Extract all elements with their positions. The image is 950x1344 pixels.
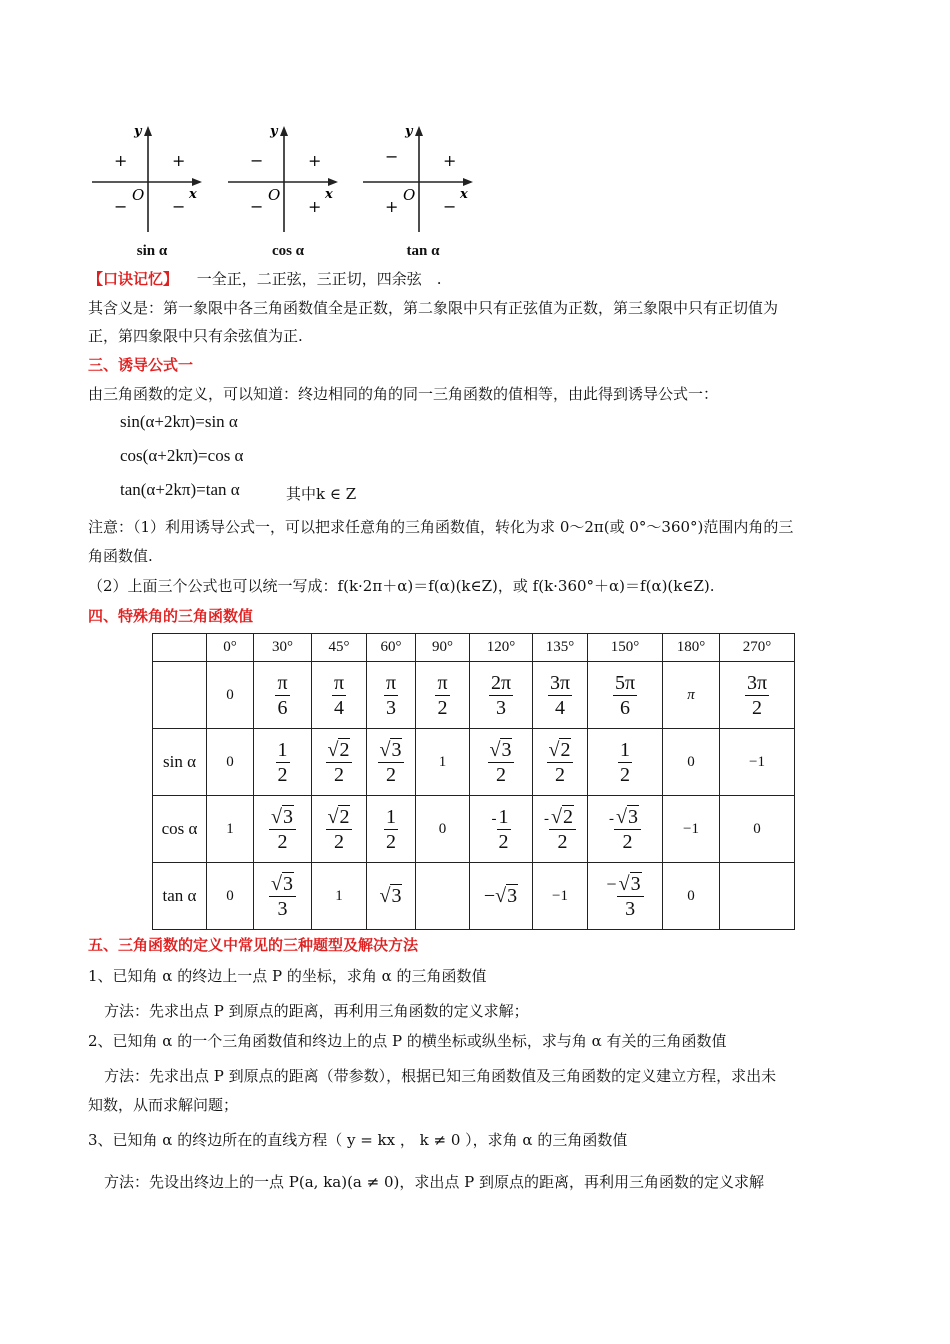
rad-cell: $\frac{\pi}{3}$ bbox=[367, 662, 416, 729]
diagram-label-cos: cos α bbox=[271, 243, 305, 259]
deg-cell: 135° bbox=[533, 634, 588, 662]
deg-cell: 150° bbox=[588, 634, 663, 662]
svg-text:y: y bbox=[405, 124, 413, 139]
rad-cell: 0 bbox=[207, 662, 254, 729]
method-3: 方法：先设出终边上的一点 P(a, ka)(a ≠ 0)，求出点 P 到原点的距离，再利用三角函数的定义求解 bbox=[104, 1173, 765, 1191]
svg-text:−: − bbox=[385, 147, 399, 166]
deg-cell: 90° bbox=[416, 634, 470, 662]
section3-intro: 由三角函数的定义，可以知道：终边相同的角的同一三角函数的值相等，由此得到诱导公式一： bbox=[88, 385, 719, 403]
svg-text:y: y bbox=[270, 124, 278, 139]
svg-text:−: − bbox=[443, 197, 457, 216]
table-row-tan: tan α 0 $\frac{√3}{3}$ 1 √3 −√3 −1 − $\frac{√3}{3}$ 0 bbox=[153, 863, 795, 930]
deg-cell: 0° bbox=[207, 634, 254, 662]
svg-text:O: O bbox=[132, 186, 145, 204]
deg-cell: 180° bbox=[663, 634, 720, 662]
table-row-cos: cos α 1 $\frac{√3}{2}$ $\frac{√2}{2}$ $\frac{1}{2}$ 0 - $\frac{1}{2}$ - $\frac{√2}{2}$ - $\frac{√3}{2}$ −1 0 bbox=[153, 796, 795, 863]
row-label-cos: cos α bbox=[153, 796, 207, 863]
mnemonic-tag: 【口诀记忆】 bbox=[88, 270, 179, 288]
table-row-degrees bbox=[153, 634, 795, 662]
svg-text:O: O bbox=[403, 186, 416, 204]
empty-cell bbox=[153, 662, 207, 729]
deg-cell: 30° bbox=[254, 634, 312, 662]
sign-diagram-cos-svg bbox=[228, 120, 348, 240]
method-2-line-1: 方法：先求出点 P 到原点的距离（带参数），根据已知三角函数值及三角函数的定义建立方程，求出未 bbox=[104, 1067, 777, 1085]
diagram-label-tan: tan α bbox=[406, 243, 440, 259]
row-label-tan: tan α bbox=[153, 863, 207, 930]
svg-text:+: + bbox=[443, 151, 457, 170]
rad-cell: $\frac{2\pi}{3}$ bbox=[470, 662, 533, 729]
deg-cell: 45° bbox=[312, 634, 367, 662]
sign-diagram-sin-svg bbox=[92, 120, 212, 240]
section3-title: 三、诱导公式一 bbox=[88, 356, 194, 374]
formula-cos: cos(α+2kπ)=cos α bbox=[120, 446, 244, 465]
section5-title: 五、三角函数的定义中常见的三种题型及解决方法 bbox=[88, 936, 419, 954]
svg-text:x: x bbox=[460, 187, 468, 202]
sign-diagram-tan bbox=[363, 120, 483, 260]
svg-text:x: x bbox=[189, 187, 197, 202]
special-angle-table bbox=[152, 633, 795, 930]
note2-line: （2）上面三个公式也可以统一写成：f(k·2π＋α)＝f(α)(k∈Z)，或 f(k·360°＋α)＝f(α)(k∈Z). bbox=[88, 577, 715, 595]
svg-text:+: + bbox=[385, 197, 399, 216]
sign-diagram-tan-svg bbox=[363, 120, 483, 240]
method-2-line-2: 知数，从而求解问题； bbox=[88, 1096, 239, 1114]
svg-text:x: x bbox=[325, 187, 333, 202]
svg-text:−: − bbox=[250, 151, 264, 170]
sign-diagram-sin bbox=[92, 120, 212, 260]
svg-text:O: O bbox=[268, 186, 281, 204]
sign-q3: − bbox=[114, 197, 128, 216]
svg-text:+: + bbox=[308, 197, 322, 216]
sign-diagram-cos bbox=[228, 120, 348, 260]
section4-title: 四、特殊角的三角函数值 bbox=[88, 607, 254, 625]
formula-sin: sin(α+2kπ)=sin α bbox=[120, 412, 238, 431]
table-row-sin: sin α 0 $\frac{1}{2}$ $\frac{√2}{2}$ $\frac{√3}{2}$ 1 $\frac{√3}{2}$ $\frac{√2}{2}$ $\frac{1}{2}$ 0 −1 bbox=[153, 729, 795, 796]
formula-where: 其中k ∈ Z bbox=[286, 485, 357, 503]
question-2: 2、已知角 α 的一个三角函数值和终边上的点 P 的横坐标或纵坐标，求与角 α 有关的三角函数值 bbox=[88, 1032, 727, 1050]
corner-cell bbox=[153, 634, 207, 662]
formula-tan: tan(α+2kπ)=tan α bbox=[120, 480, 240, 499]
meaning-line-2: 正，第四象限中只有余弦值为正. bbox=[88, 327, 303, 345]
rad-cell: $\frac{\pi}{6}$ bbox=[254, 662, 312, 729]
question-3: 3、已知角 α 的终边所在的直线方程（ y = kx ， k ≠ 0 ），求角 α 的三角函数值 bbox=[88, 1131, 628, 1149]
rad-cell: $\frac{3\pi}{2}$ bbox=[720, 662, 795, 729]
mnemonic-line bbox=[88, 268, 442, 289]
sign-q2: + bbox=[114, 151, 128, 170]
svg-text:+: + bbox=[308, 151, 322, 170]
table-row-radians bbox=[153, 662, 795, 729]
note1-line-2: 角函数值. bbox=[88, 547, 153, 565]
meaning-line-1: 其含义是：第一象限中各三角函数值全是正数，第二象限中只有正弦值为正数，第三象限中只有正切值为 bbox=[88, 299, 779, 317]
note1-line-1: 注意：（1）利用诱导公式一，可以把求任意角的三角函数值，转化为求 0～2π(或 0°～360°)范围内角的三 bbox=[88, 518, 794, 536]
method-1: 方法：先求出点 P 到原点的距离，再利用三角函数的定义求解； bbox=[104, 1002, 529, 1020]
deg-cell: 270° bbox=[720, 634, 795, 662]
sign-q4: − bbox=[172, 197, 186, 216]
rad-cell: $\frac{3\pi}{4}$ bbox=[533, 662, 588, 729]
mnemonic-text: 一全正，二正弦，三正切，四余弦 . bbox=[196, 270, 442, 288]
rad-cell: $\frac{5\pi}{6}$ bbox=[588, 662, 663, 729]
rad-cell: $\frac{\pi}{4}$ bbox=[312, 662, 367, 729]
sign-q1: + bbox=[172, 151, 186, 170]
svg-text:y: y bbox=[134, 124, 142, 139]
deg-cell: 120° bbox=[470, 634, 533, 662]
rad-cell: π bbox=[663, 662, 720, 729]
diagram-label-sin: sin α bbox=[136, 243, 168, 259]
svg-text:−: − bbox=[250, 197, 264, 216]
question-1: 1、已知角 α 的终边上一点 P 的坐标，求角 α 的三角函数值 bbox=[88, 967, 487, 985]
deg-cell: 60° bbox=[367, 634, 416, 662]
row-label-sin: sin α bbox=[153, 729, 207, 796]
rad-cell: $\frac{\pi}{2}$ bbox=[416, 662, 470, 729]
